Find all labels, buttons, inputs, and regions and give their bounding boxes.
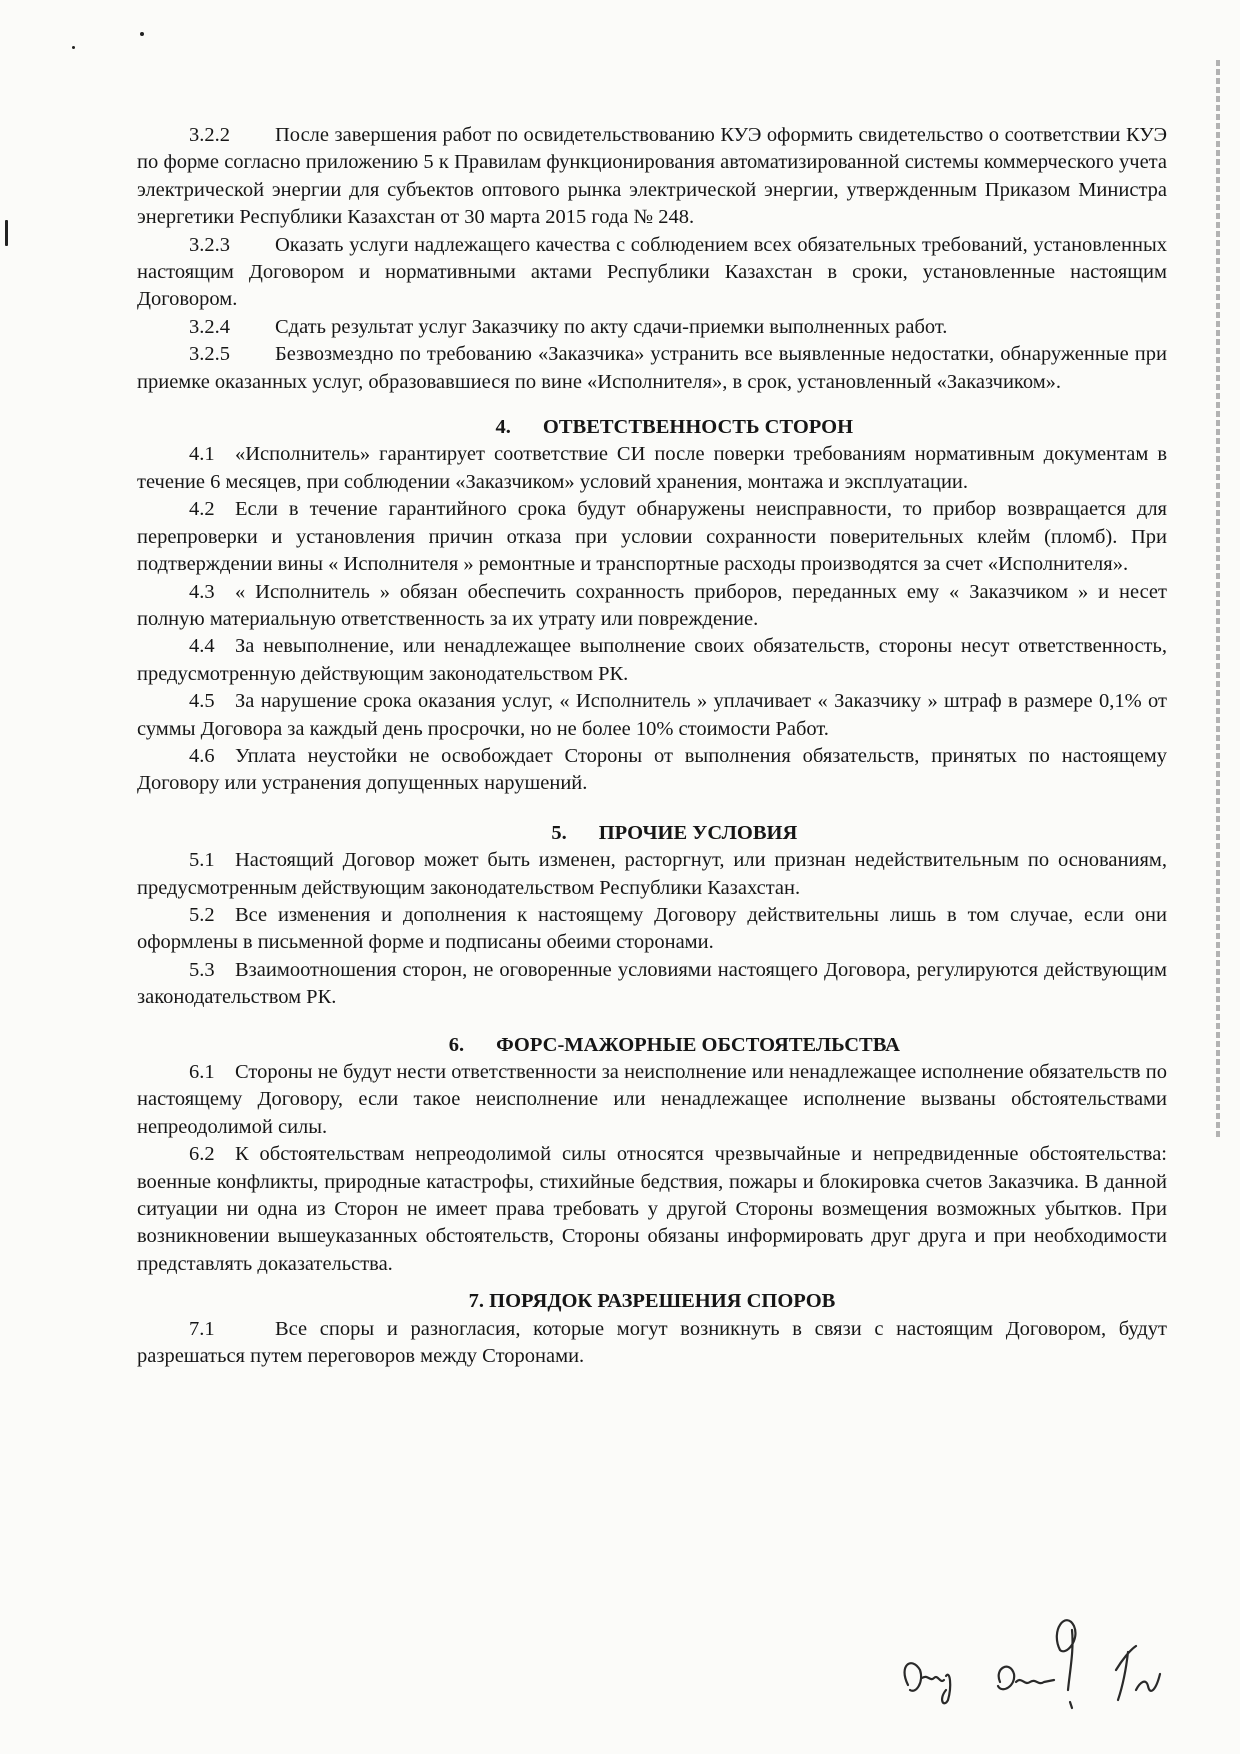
section-7-heading: 7. ПОРЯДОК РАЗРЕШЕНИЯ СПОРОВ <box>468 1290 836 1313</box>
section-5-heading: 5. ПРОЧИЕ УСЛОВИЯ <box>551 821 798 844</box>
scan-speck <box>5 220 8 246</box>
initials-stroke-3 <box>1057 1620 1076 1690</box>
clause-3-2-2: 3.2.2 После завершения работ по освидетельствованию КУЭ оформить свидетельство о соответствии КУЭ по форме согласно приложению 5 к Правилам функционирования автоматизированной системы коммерческого учета электрической энергии для субъектов оптового рынка электрической энергии, утвержденным Приказом Министра энергетики Республики Казахстан от 30 марта 2015 года № 248. <box>137 124 1167 229</box>
clause-4-2: 4.2 Если в течение гарантийного срока будут обнаружены неисправности, то прибор возвращается для перепроверки и установления причин отказа при условии сохранности поверительных клейм (пломб). При подтверждении вины « Исполнителя » ремонтные и транспортные расходы производятся за счет «Исполнителя». <box>137 498 1167 576</box>
clause-4-6: 4.6 Уплата неустойки не освобождает Стороны от выполнения обязательств, принятых по настоящему Договору или устранения допущенных нарушений. <box>137 744 1167 795</box>
section-6-heading: 6. ФОРС-МАЖОРНЫЕ ОБСТОЯТЕЛЬСТВА <box>448 1033 900 1056</box>
initials-stroke-1 <box>905 1663 951 1703</box>
section-4-heading: 4. ОТВЕТСТВЕННОСТЬ СТОРОН <box>495 416 854 439</box>
clause-5-3: 5.3 Взаимоотношения сторон, не оговоренные условиями настоящего Договора, регулируются действующим законодательством РК. <box>137 958 1167 1009</box>
clause-4-3: 4.3 « Исполнитель » обязан обеспечить сохранность приборов, переданных ему « Заказчиком » и несет полную материальную ответственность за их утрату или повреждение. <box>137 580 1167 630</box>
contract-page <box>137 122 1167 1370</box>
initials-stroke-4 <box>1070 1702 1072 1708</box>
scan-speck <box>72 46 75 49</box>
clause-3-2-5: 3.2.5 Безвозмездно по требованию «Заказчика» устранить все выявленные недостатки, обнаруженные при приемке оказанных услуг, образовавшиеся по вине «Исполнителя», в срок, установленный «Заказчиком». <box>137 343 1167 393</box>
clause-5-1: 5.1 Настоящий Договор может быть изменен, расторгнут, или признан недействительным по основаниям, предусмотренным действующим законодательством Республики Казахстан. <box>137 849 1167 899</box>
clause-3-2-3: 3.2.3 Оказать услуги надлежащего качества с соблюдением всех обязательных требований, установленных настоящим Договором и нормативными актами Республики Казахстан в сроки, установленные настоящим Договором. <box>137 233 1167 311</box>
clause-6-2: 6.2 К обстоятельствам непреодолимой силы относятся чрезвычайные и непредвиденные обстоятельства: военные конфликты, природные катастрофы, стихийные бедствия, пожары и блокировка счетов Заказчика. В данной ситуации ни одна из Сторон не имеет права требовать у другой Стороны возмещения возможных убытков. При возникновении вышеуказанных обстоятельств, Стороны обязаны информировать друг друга и при необходимости представлять доказательства. <box>137 1143 1167 1275</box>
clause-3-2-4: 3.2.4 Сдать результат услуг Заказчику по акту сдачи-приемки выполненных работ. <box>189 315 948 338</box>
initials-stroke-2 <box>998 1667 1054 1690</box>
clause-6-1: 6.1 Стороны не будут нести ответственности за неисполнение или ненадлежащее исполнение обязательств по настоящему Договору, если такое неисполнение или ненадлежащее исполнение вызваны обстоятельствами непреодолимой силы. <box>137 1061 1167 1138</box>
clause-7-1: 7.1 Все споры и разногласия, которые могут возникнуть в связи с настоящим Договором, будут разрешаться путем переговоров между Сторонами. <box>137 1317 1167 1368</box>
scan-speck <box>140 32 144 36</box>
handwritten-initials <box>890 1590 1190 1720</box>
clause-4-4: 4.4 За невыполнение, или ненадлежащее выполнение своих обязательств, стороны несут ответственность, предусмотренную действующим законодательством РК. <box>137 635 1167 685</box>
initials-stroke-5 <box>1116 1646 1160 1700</box>
scan-edge-shadow <box>1216 60 1220 1140</box>
clause-4-1: 4.1 «Исполнитель» гарантирует соответствие СИ после поверки требованиям нормативным документам в течение 6 месяцев, при соблюдении «Заказчиком» условий хранения, монтажа и эксплуатации. <box>137 443 1167 493</box>
clause-4-5: 4.5 За нарушение срока оказания услуг, « Исполнитель » уплачивает « Заказчику » штраф в размере 0,1% от суммы Договора за каждый день просрочки, но не более 10% стоимости Работ. <box>137 690 1167 740</box>
clause-5-2: 5.2 Все изменения и дополнения к настоящему Договору действительны лишь в том случае, если они оформлены в письменной форме и подписаны обеими сторонами. <box>137 903 1167 954</box>
